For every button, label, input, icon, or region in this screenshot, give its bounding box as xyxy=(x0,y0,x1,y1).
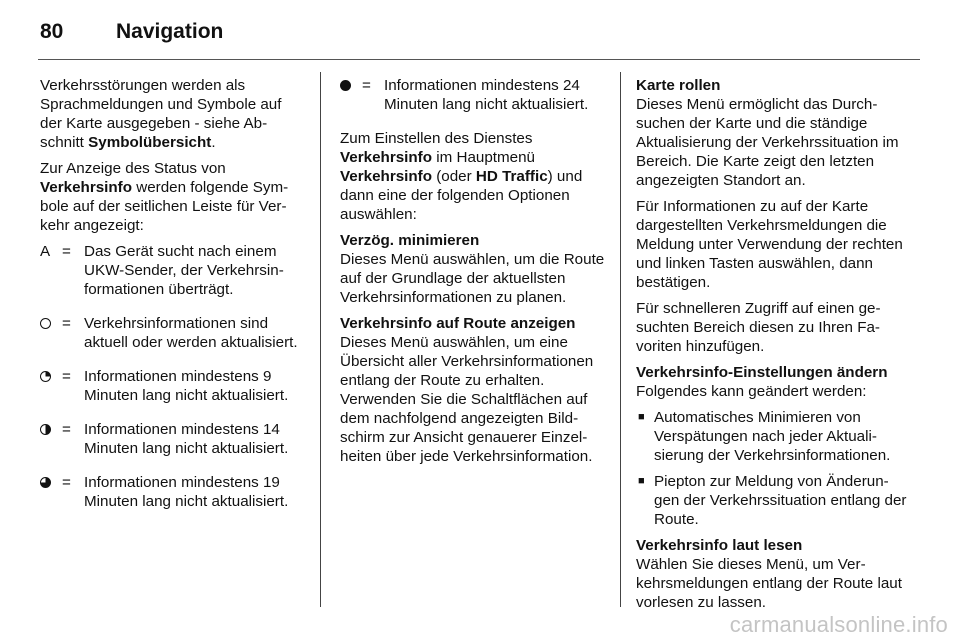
section-heading: Verkehrsinfo-Einstellungen ändern xyxy=(636,364,888,381)
bullet-list xyxy=(636,408,908,529)
symbol-overview-link: Symbolübersicht xyxy=(88,134,212,151)
paragraph: Zum Einstellen des Dienstes Verkehrsinfo im Hauptmenü Verkehrsinfo (oder HD Traffic) und dann eine der folgenden Optionen auswählen: xyxy=(340,130,583,223)
paragraph: Verkehrsstörungen werden als Sprachmeldungen und Symbole auf der Karte ausgegeben - siehe Abschnitt Symbolübersicht. xyxy=(40,77,282,151)
definition-item: = Informationen mindestens 24 Minuten lang nicht aktualisiert. xyxy=(340,76,608,114)
watermark: carmanualsonline.info xyxy=(729,612,948,637)
three-quarter-circle-icon xyxy=(40,477,51,488)
half-circle-icon xyxy=(40,424,51,435)
paragraph: Wählen Sie dieses Menü, um Verkehrsmeldungen entlang der Route laut vorlesen zu lassen. xyxy=(636,556,902,611)
section-heading: Verkehrsinfo auf Route anzeigen xyxy=(340,315,576,332)
page-number: 80 xyxy=(40,20,64,43)
section-heading: Karte rollen xyxy=(636,77,721,94)
column-1 xyxy=(40,76,304,526)
paragraph: Folgendes kann geändert werden: xyxy=(636,383,867,400)
list-item: ■ Piepton zur Meldung von Änderungen der Verkehrssituation entlang der Route. xyxy=(636,472,908,529)
definition-item: = Verkehrsinformationen sind aktuell oder werden aktualisiert. xyxy=(40,314,304,352)
header-rule xyxy=(38,59,920,60)
section-heading: Verzög. minimieren xyxy=(340,232,480,249)
paragraph: Dieses Menü ermöglicht das Durchsuchen der Karte und die ständige Aktualisierung der Verkehrssituation im Bereich. Die Karte zeigt den letzten angezeigten Standort an. xyxy=(636,96,899,189)
page-title: Navigation xyxy=(116,20,224,43)
column-divider xyxy=(620,72,621,607)
definition-item: A = Das Gerät sucht nach einem UKW-Sender, der Verkehrsinformationen überträgt. xyxy=(40,243,284,298)
column-2 xyxy=(340,76,608,473)
section-heading: Verkehrsinfo laut lesen xyxy=(636,537,803,554)
full-circle-icon xyxy=(340,80,351,91)
paragraph: Für Informationen zu auf der Karte dargestellten Verkehrsmeldungen die Meldung unter Verwendung der rechten und linken Tasten auswählen, dann bestätigen. xyxy=(636,198,903,291)
definition-item: = Informationen mindestens 19 Minuten lang nicht aktualisiert. xyxy=(40,473,304,511)
empty-circle-icon xyxy=(40,318,51,329)
page-header xyxy=(40,20,223,44)
symbol-a: A xyxy=(40,243,51,260)
paragraph: Für schnelleren Zugriff auf einen gesuchten Bereich diesen zu Ihren Favoriten hinzufügen. xyxy=(636,300,881,355)
column-3 xyxy=(636,76,908,619)
paragraph: Dieses Menü auswählen, um eine Übersicht aller Verkehrsinformationen entlang der Route zu erhalten. Verwenden Sie die Schaltflächen auf dem nachfolgend angezeigten Bildschirm zur Ansicht genauerer Einzelheiten über jede Verkehrsinformation. xyxy=(340,334,594,465)
paragraph: Zur Anzeige des Status von Verkehrsinfo werden folgende Symbole auf der seitlichen Leiste für Verkehr angezeigt: xyxy=(40,160,289,234)
list-item: ■ Automatisches Minimieren von Verspätungen nach jeder Aktualisierung der Verkehrsinformationen. xyxy=(636,408,908,465)
paragraph: Dieses Menü auswählen, um die Route auf der Grundlage der aktuellsten Verkehrsinformationen zu planen. xyxy=(340,251,605,306)
column-divider xyxy=(320,72,321,607)
quarter-circle-icon xyxy=(40,371,51,382)
definition-item: = Informationen mindestens 9 Minuten lang nicht aktualisiert. xyxy=(40,367,304,405)
definition-item: = Informationen mindestens 14 Minuten lang nicht aktualisiert. xyxy=(40,420,304,458)
